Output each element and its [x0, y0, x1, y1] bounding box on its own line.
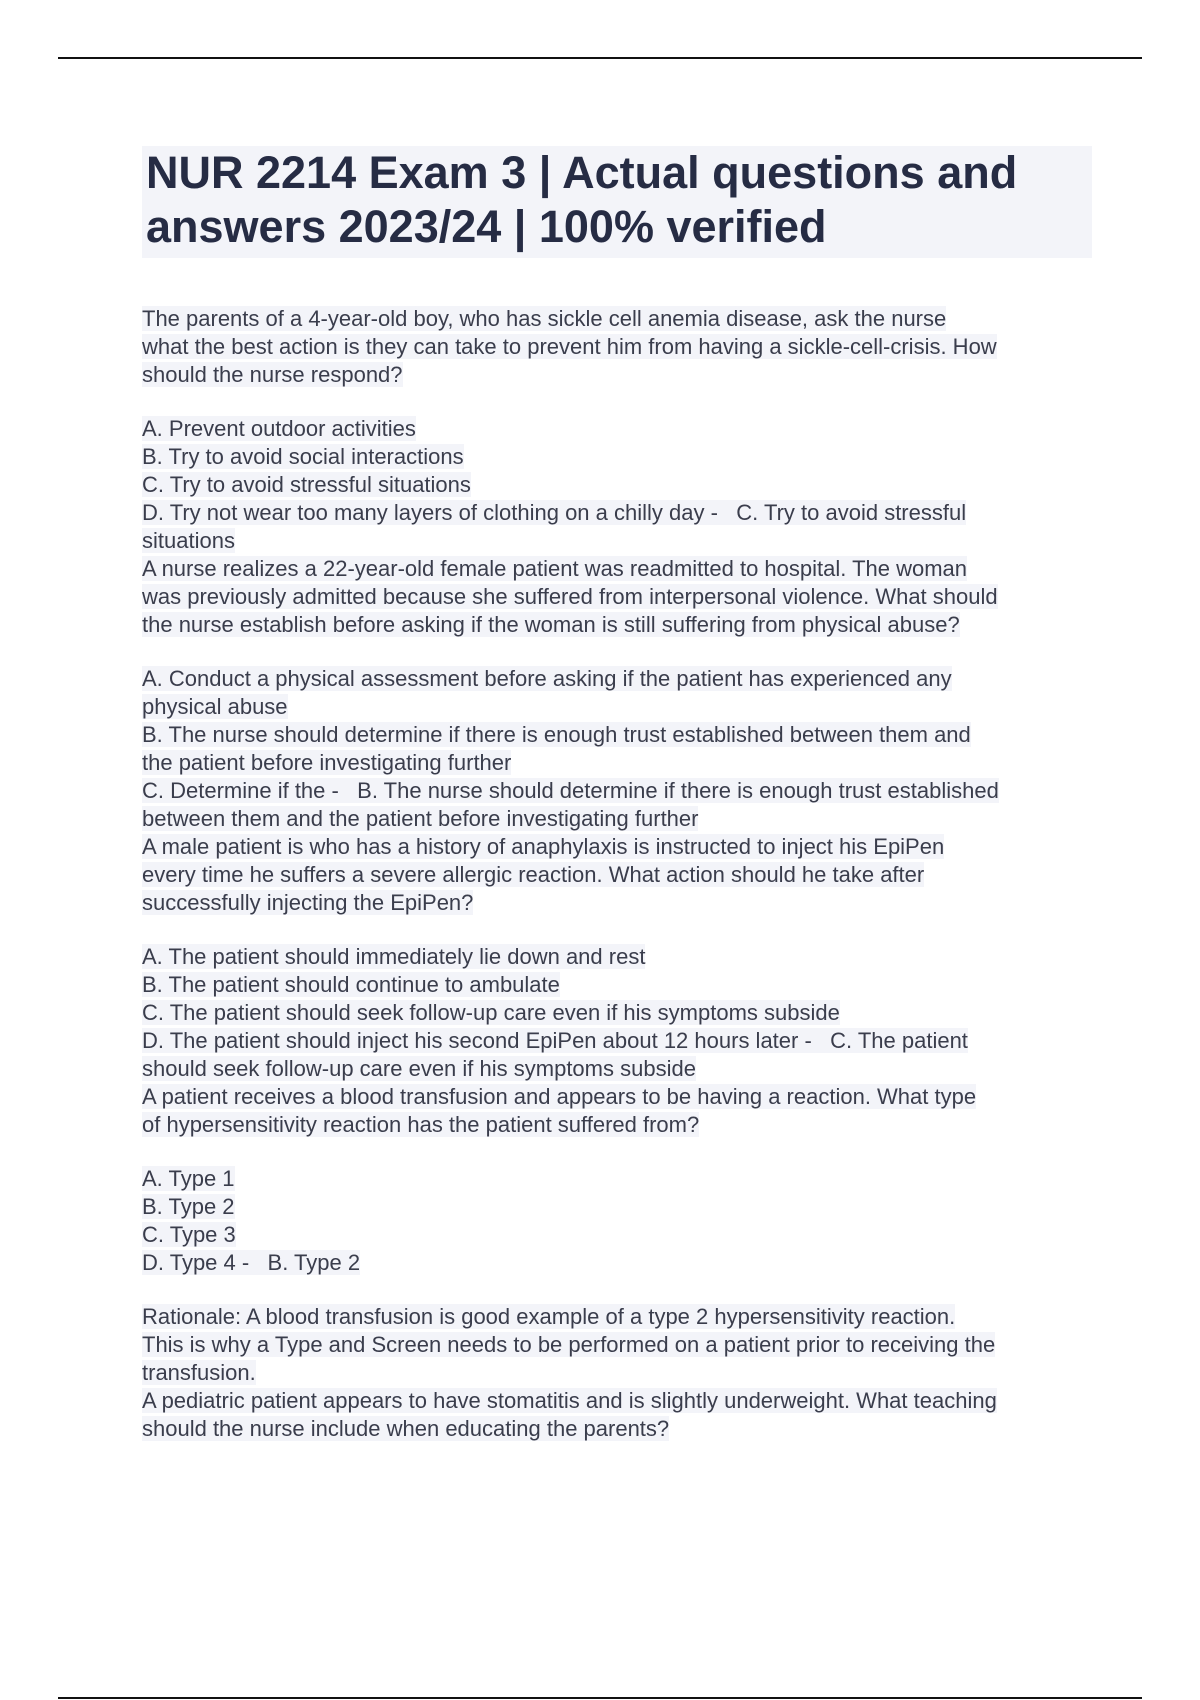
text-line: A. The patient should immediately lie down and rest [142, 944, 646, 969]
text-line: D. Try not wear too many layers of clothing on a chilly day - C. Try to avoid stressful [142, 500, 967, 525]
text-line: of hypersensitivity reaction has the patient suffered from? [142, 1112, 700, 1137]
text-line: should seek follow-up care even if his symptoms subside [142, 1056, 696, 1081]
text-line: A. Type 1 [142, 1166, 235, 1191]
text-line: D. The patient should inject his second EpiPen about 12 hours later - C. The patient [142, 1028, 968, 1053]
text-line: should the nurse respond? [142, 362, 403, 387]
text-line: This is why a Type and Screen needs to be performed on a patient prior to receiving the [142, 1332, 996, 1357]
text-line: transfusion. [142, 1360, 256, 1385]
text-line: should the nurse include when educating the parents? [142, 1416, 670, 1441]
text-line: between them and the patient before investigating further [142, 806, 699, 831]
question-block [142, 305, 1092, 389]
text-line: the patient before investigating further [142, 750, 512, 775]
top-rule [58, 57, 1142, 59]
text-line: B. The nurse should determine if there is enough trust established between them and [142, 722, 971, 747]
text-line: C. Type 3 [142, 1222, 236, 1247]
bottom-rule [58, 1697, 1142, 1699]
answer-block [142, 943, 1092, 1139]
text-line: the nurse establish before asking if the woman is still suffering from physical abuse? [142, 612, 960, 637]
text-line: physical abuse [142, 694, 288, 719]
text-line: A pediatric patient appears to have stomatitis and is slightly underweight. What teaching [142, 1388, 997, 1413]
text-line: A male patient is who has a history of anaphylaxis is instructed to inject his EpiPen [142, 834, 945, 859]
text-line: A nurse realizes a 22-year-old female patient was readmitted to hospital. The woman [142, 556, 968, 581]
text-line: B. Try to avoid social interactions [142, 444, 464, 469]
document-body [142, 305, 1092, 1443]
text-line: C. Try to avoid stressful situations [142, 472, 471, 497]
text-line: C. Determine if the - B. The nurse should determine if there is enough trust established [142, 778, 999, 803]
text-line: what the best action is they can take to prevent him from having a sickle-cell-crisis. How [142, 334, 997, 359]
text-line: every time he suffers a severe allergic reaction. What action should he take after [142, 862, 925, 887]
answer-block [142, 415, 1092, 639]
text-line: B. Type 2 [142, 1194, 235, 1219]
answer-block [142, 665, 1092, 917]
document-page [142, 146, 1092, 1443]
answer-block [142, 1165, 1092, 1277]
rationale-block [142, 1303, 1092, 1443]
text-line: The parents of a 4-year-old boy, who has sickle cell anemia disease, ask the nurse [142, 306, 947, 331]
text-line: A patient receives a blood transfusion and appears to be having a reaction. What type [142, 1084, 977, 1109]
text-line: D. Type 4 - B. Type 2 [142, 1250, 361, 1275]
text-line: situations [142, 528, 235, 553]
text-line: A. Prevent outdoor activities [142, 416, 416, 441]
text-line: Rationale: A blood transfusion is good example of a type 2 hypersensitivity reaction. [142, 1304, 956, 1329]
title-line: answers 2023/24 | 100% verified [146, 201, 827, 252]
document-title [142, 146, 1092, 258]
text-line: C. The patient should seek follow-up care even if his symptoms subside [142, 1000, 840, 1025]
text-line: was previously admitted because she suffered from interpersonal violence. What should [142, 584, 998, 609]
text-line: B. The patient should continue to ambulate [142, 972, 560, 997]
title-line: NUR 2214 Exam 3 | Actual questions and [146, 147, 1018, 198]
text-line: successfully injecting the EpiPen? [142, 890, 474, 915]
text-line: A. Conduct a physical assessment before asking if the patient has experienced any [142, 666, 952, 691]
